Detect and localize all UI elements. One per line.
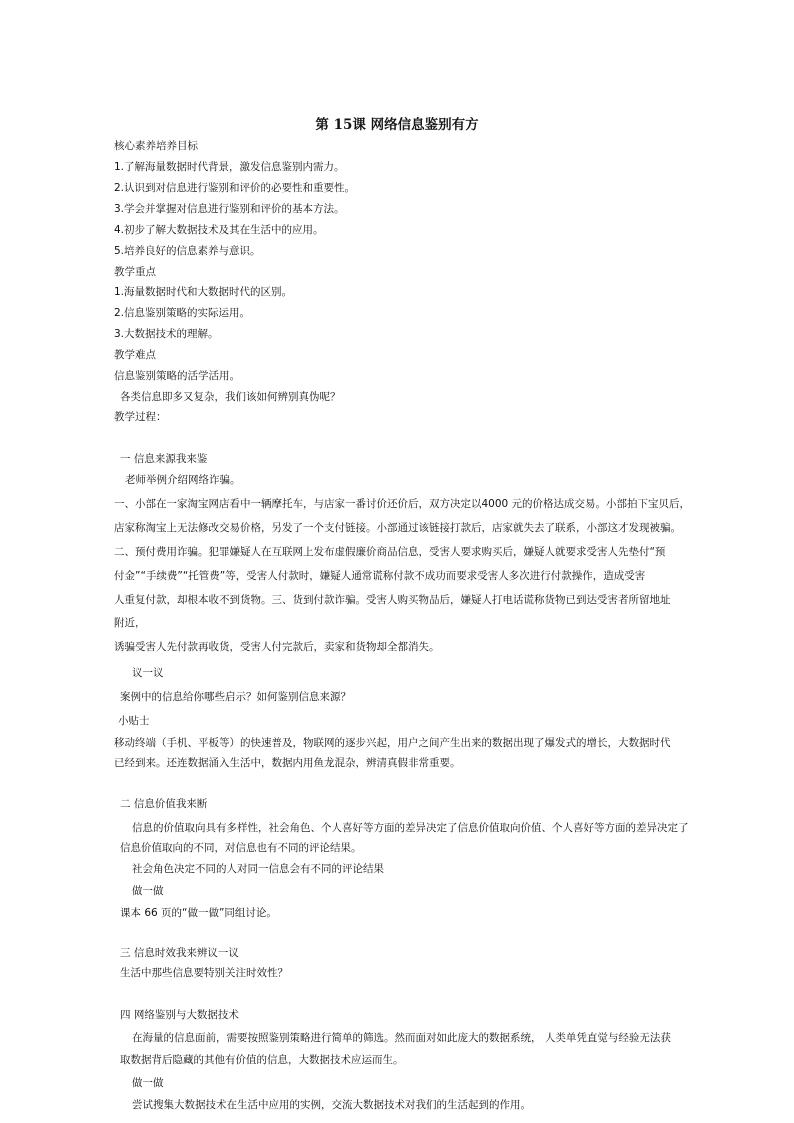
text-line: 各类信息即多又复杂，我们该如何辨别真伪呢？ bbox=[120, 391, 341, 403]
subheading: 小贴士 bbox=[118, 715, 150, 727]
section-heading: 教学重点 bbox=[114, 266, 156, 278]
text-line: 人重复付款，却根本收不到货物。三、货到付款诈骗。受害人购买物品后，嫌疑人打电话谎称货物已到达受害者所留地址 bbox=[114, 594, 671, 606]
text-line: 诱骗受害人先付款再收货，受害人付完款后，卖家和货物却全都消失。 bbox=[114, 641, 440, 653]
subheading: 做一做 bbox=[132, 1077, 164, 1089]
text-line: 移动终端（手机、平板等）的快速普及，物联网的逐步兴起，用户之间产生出来的数据出现了爆发式的增长，大数据时代 bbox=[114, 737, 671, 749]
text-line: 1.海量数据时代和大数据时代的区别。 bbox=[114, 286, 293, 298]
text-line: 附近， bbox=[114, 617, 146, 629]
text-line: 2.认识到对信息进行鉴别和评价的必要性和重要性。 bbox=[114, 182, 356, 194]
section-heading: 教学难点 bbox=[114, 349, 156, 361]
text-line: 生活中那些信息要特别关注时效性？ bbox=[120, 967, 288, 979]
text-line: 2.信息鉴别策略的实际运用。 bbox=[114, 307, 251, 319]
text-line: 信息的价值取向具有多样性，社会角色、个人喜好等方面的差异决定了信息价值取向价值、个人喜好等方面的差异决定了 bbox=[132, 822, 689, 834]
text-line: 已经到来。还连数据涌入生活中，数据内用鱼龙混杂，辨清真假非常重要。 bbox=[114, 757, 461, 769]
text-line: 5.培养良好的信息素养与意识。 bbox=[114, 245, 261, 257]
subheading: 议一议 bbox=[132, 667, 164, 679]
text-line: 案例中的信息给你哪些启示？如何鉴别信息来源？ bbox=[120, 691, 351, 703]
text-line: 信息价值取向的不同，对信息也有不同的评论结果。 bbox=[120, 842, 362, 854]
text-line: 老师举例介绍网络诈骗。 bbox=[125, 474, 241, 486]
text-line: 店家称淘宝上无法修改交易价格，另发了一个支付链接。小部通过该链接打款后，店家就失去了联系，小部这才发现被骗。 bbox=[114, 522, 681, 534]
text-line: 一、小部在一家淘宝网店看中一辆摩托车，与店家一番讨价还价后，双方决定以4000 元的价格达成交易。小部拍下宝贝后， bbox=[114, 498, 691, 510]
text-line: 取数据背后隐藏的其他有价值的信息，大数据技术应运而生。 bbox=[120, 1054, 404, 1066]
page-title: 第 15课 网络信息鉴别有方 bbox=[315, 117, 479, 133]
text-line: 教学过程： bbox=[114, 411, 167, 423]
text-line: 3.学会并掌握对信息进行鉴别和评价的基本方法。 bbox=[114, 203, 345, 215]
text-line: 尝试搜集大数据技术在生活中应用的实例，交流大数据技术对我们的生活起到的作用。 bbox=[132, 1099, 531, 1111]
text-line: 二、预付费用诈骗。犯罪嫌疑人在互联网上发布虚假廉价商品信息，受害人要求购买后，嫌疑人就要求受害人先垫付“预 bbox=[114, 546, 666, 558]
section-heading: 核心素养培养目标 bbox=[114, 140, 198, 152]
section-heading: 三 信息时效我来辨议一议 bbox=[120, 947, 239, 959]
text-line: 信息鉴别策略的活学活用。 bbox=[114, 370, 240, 382]
text-line: 4.初步了解大数据技术及其在生活中的应用。 bbox=[114, 224, 324, 236]
text-line: 社会角色决定不同的人对同一信息会有不同的评论结果 bbox=[132, 863, 384, 875]
section-heading: 二 信息价值我来断 bbox=[120, 798, 208, 810]
section-heading: 一 信息来源我来鉴 bbox=[120, 453, 208, 465]
subheading: 做一做 bbox=[132, 885, 164, 897]
text-line: 在海量的信息面前，需要按照鉴别策略进行简单的筛选。然而面对如此庞大的数据系统， 人类单凭直觉与经验无法获 bbox=[132, 1032, 671, 1044]
section-heading: 四 网络鉴别与大数据技术 bbox=[120, 1009, 239, 1021]
text-line: 课本 66 页的“做一做”同组讨论。 bbox=[120, 907, 277, 919]
text-line: 1.了解海量数据时代背景，激发信息鉴别内需力。 bbox=[114, 161, 345, 173]
text-line: 3.大数据技术的理解。 bbox=[114, 328, 219, 340]
text-line: 付金”“手续费”“托管费”等，受害人付款时，嫌疑人通常谎称付款不成功而要求受害人多次进行付款操作，造成受害 bbox=[114, 570, 646, 582]
